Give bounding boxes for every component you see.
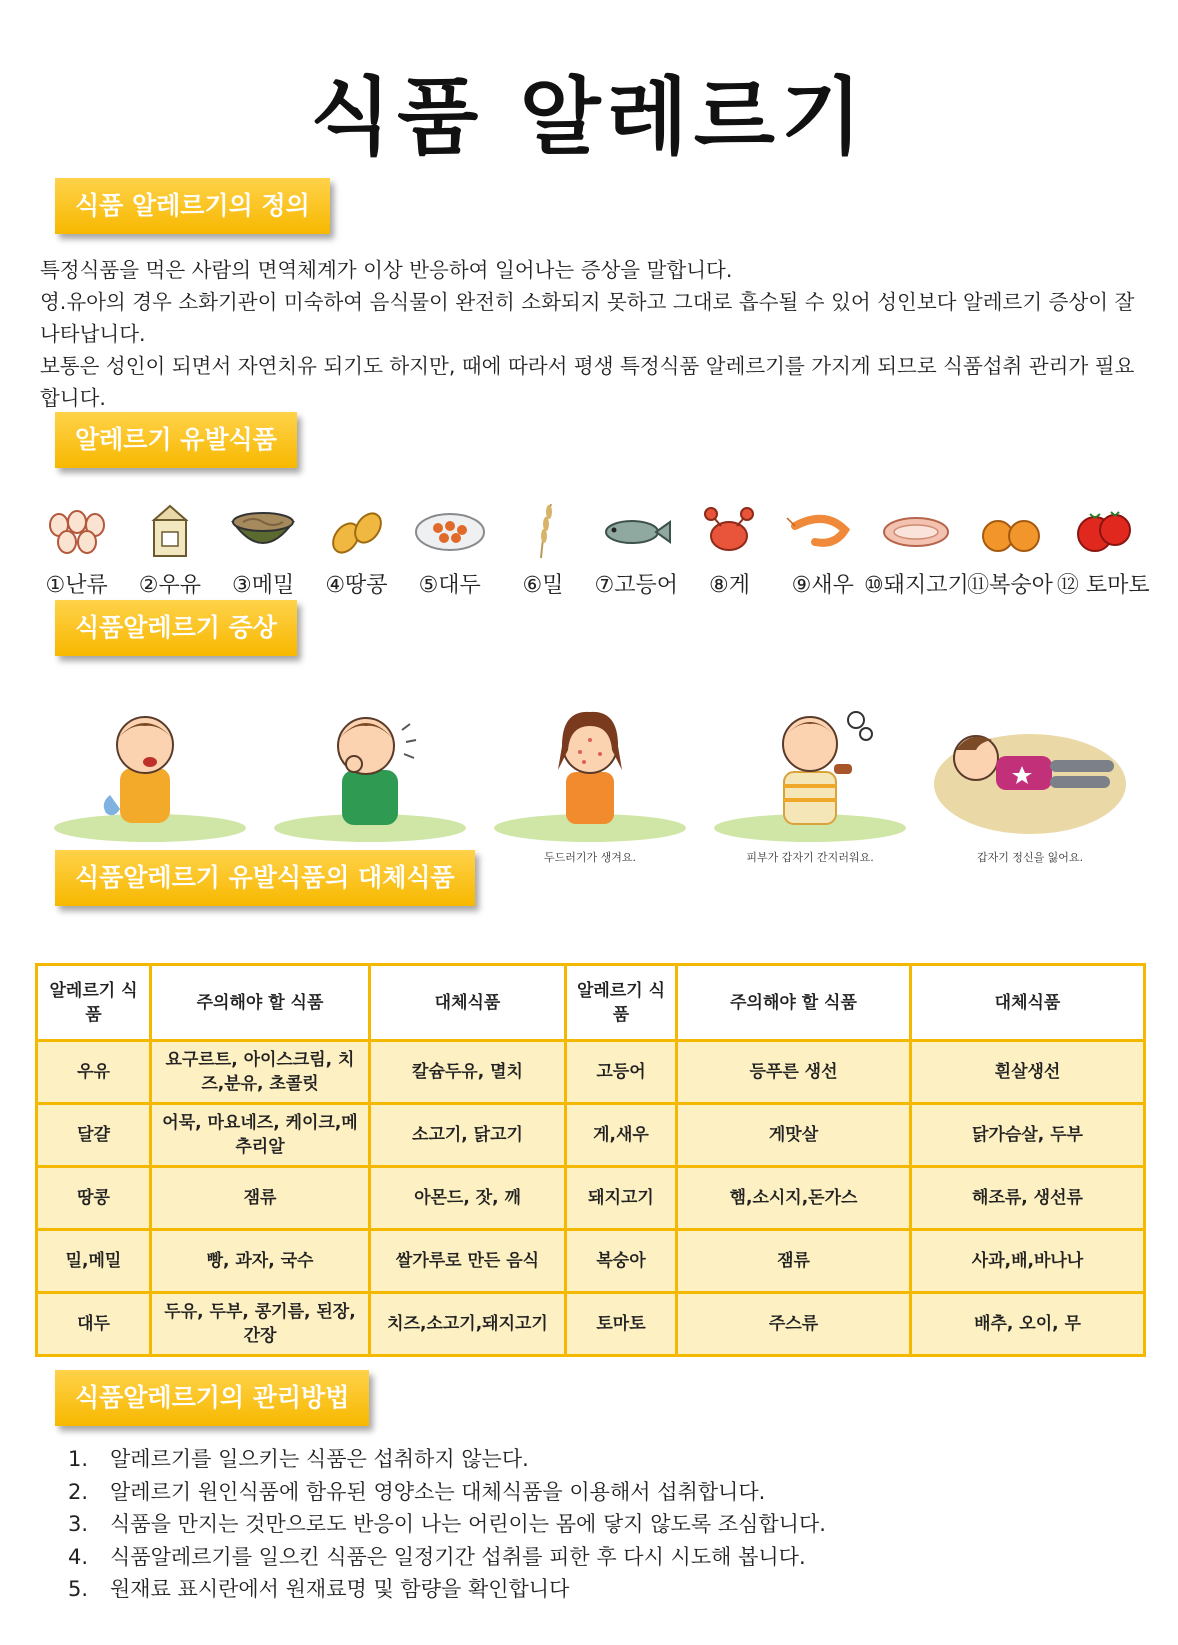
table-cell: 달걀 (37, 1104, 151, 1167)
table-cell: 잼류 (677, 1230, 911, 1293)
food-item (217, 500, 310, 605)
table-cell: 소고기, 닭고기 (370, 1104, 566, 1167)
eggs-icon (39, 500, 115, 560)
table-cell: 치즈,소고기,돼지고기 (370, 1293, 566, 1356)
list-number: 4. (68, 1544, 89, 1569)
column-header: 대체식품 (911, 965, 1145, 1041)
definition-text (40, 254, 1138, 414)
food-label: ⑩돼지고기 (864, 573, 969, 598)
table-cell: 대두 (37, 1293, 151, 1356)
symptom-item (490, 700, 690, 875)
list-text: 식품알레르기를 일으킨 식품은 일정기간 섭취를 피한 후 다시 시도해 봅니다. (110, 1544, 806, 1569)
table-row (37, 1104, 1145, 1167)
table-cell: 사과,배,바나나 (911, 1230, 1145, 1293)
table-cell: 밀,메밀 (37, 1230, 151, 1293)
definition-paragraph: 보통은 성인이 되면서 자연치유 되기도 하지만, 때에 따라서 평생 특정식품 알레르기를 가지게 되므로 식품섭취 관리가 필요합니다. (40, 354, 1135, 410)
management-list (68, 1443, 1128, 1606)
symptom-item (930, 700, 1130, 875)
list-number: 3. (68, 1512, 89, 1536)
table-cell: 두유, 두부, 콩기름, 된장, 간장 (151, 1293, 370, 1356)
trigger-food-list (30, 500, 1150, 605)
food-item (496, 500, 589, 605)
table-cell: 등푸른 생선 (677, 1041, 911, 1104)
food-item (776, 500, 869, 605)
list-text: 알레르기를 일으키는 식품은 섭취하지 않는다. (110, 1447, 529, 1471)
list-item (68, 1476, 1128, 1509)
page-title: 식품 알레르기 (309, 68, 869, 166)
table-cell: 햄,소시지,돈가스 (677, 1167, 911, 1230)
list-text: 원재료 표시란에서 원재료명 및 함량을 확인합니다 (110, 1577, 570, 1601)
hives-child-icon (490, 700, 690, 845)
table-row (37, 1293, 1145, 1356)
food-label: ①난류 (45, 573, 108, 598)
food-item (310, 500, 403, 605)
pork-icon (878, 500, 954, 560)
column-header: 대체식품 (370, 965, 566, 1041)
table-cell: 요구르트, 아이스크림, 치즈,분유, 초콜릿 (151, 1041, 370, 1104)
list-item (68, 1541, 1128, 1574)
food-label: ⑤대두 (418, 573, 481, 598)
symptom-list (50, 700, 1130, 875)
list-text: 식품을 만지는 것만으로도 반응이 나는 어린이는 몸에 닿지 않도록 조심합니다. (110, 1512, 826, 1536)
column-header: 주의해야 할 식품 (151, 965, 370, 1041)
food-item (123, 500, 216, 605)
mackerel-icon (598, 500, 674, 560)
table-cell: 우유 (37, 1041, 151, 1104)
table-cell: 토마토 (566, 1293, 677, 1356)
symptom-item (50, 700, 250, 875)
buckwheat-noodle-icon (225, 500, 301, 560)
table-cell: 잼류 (151, 1167, 370, 1230)
coughing-child-icon (270, 700, 470, 845)
shrimp-icon (785, 500, 861, 560)
list-number: 1. (68, 1447, 89, 1471)
table-row (37, 1230, 1145, 1293)
list-item (68, 1443, 1128, 1476)
table-cell: 쌀가루로 만든 음식 (370, 1230, 566, 1293)
table-cell: 돼지고기 (566, 1167, 677, 1230)
food-item (403, 500, 496, 605)
list-item (68, 1508, 1128, 1541)
table-cell: 고등어 (566, 1041, 677, 1104)
table-cell: 게,새우 (566, 1104, 677, 1167)
vomiting-child-icon (50, 700, 250, 845)
table-cell: 빵, 과자, 국수 (151, 1230, 370, 1293)
food-label: ⑧게 (709, 573, 750, 598)
crab-icon (691, 500, 767, 560)
symptom-caption: 피부가 갑자기 간지러워요. (746, 851, 874, 864)
symptom-item (710, 700, 910, 875)
table-cell: 어묵, 마요네즈, 케이크,메추리알 (151, 1104, 370, 1167)
fainted-child-icon (930, 700, 1130, 845)
food-label: ③메밀 (232, 573, 295, 598)
section-label-symptoms: 식품알레르기 증상 (55, 600, 297, 656)
table-row (37, 1041, 1145, 1104)
column-header: 알레르기 식품 (566, 965, 677, 1041)
table-cell: 해조류, 생선류 (911, 1167, 1145, 1230)
table-cell: 복숭아 (566, 1230, 677, 1293)
definition-paragraph: 영.유아의 경우 소화기관이 미숙하여 음식물이 완전히 소화되지 못하고 그대로 흡수될 수 있어 성인보다 알레르기 증상이 잘 나타납니다. (40, 290, 1135, 346)
table-cell: 칼슘두유, 멸치 (370, 1041, 566, 1104)
food-label: ⑥밀 (522, 573, 564, 598)
food-label: ⑫ 토마토 (1056, 573, 1150, 598)
milk-carton-icon (132, 500, 208, 560)
food-label: ②우유 (138, 573, 202, 598)
food-item (30, 500, 123, 605)
table-cell: 땅콩 (37, 1167, 151, 1230)
table-cell: 주스류 (677, 1293, 911, 1356)
wheat-icon (505, 500, 581, 560)
food-item (590, 500, 683, 605)
food-label: ④땅콩 (325, 573, 388, 598)
food-label: ⑪복숭아 (967, 573, 1053, 598)
column-header: 주의해야 할 식품 (677, 965, 911, 1041)
section-label-definition: 식품 알레르기의 정의 (55, 178, 330, 234)
table-cell: 닭가슴살, 두부 (911, 1104, 1145, 1167)
symptom-caption: 갑자기 정신을 잃어요. (976, 851, 1084, 864)
substitute-table (35, 963, 1146, 1357)
soybean-icon (412, 500, 488, 560)
section-label-substitutes: 식품알레르기 유발식품의 대체식품 (55, 850, 475, 906)
column-header: 알레르기 식품 (37, 965, 151, 1041)
table-cell: 배추, 오이, 무 (911, 1293, 1145, 1356)
list-text: 알레르기 원인식품에 함유된 영양소는 대체식품을 이용해서 섭취합니다. (110, 1479, 766, 1504)
peanut-icon (318, 500, 394, 560)
tomato-icon (1065, 500, 1141, 560)
itchy-child-icon (710, 700, 910, 845)
food-item (1057, 500, 1150, 605)
table-header-row (37, 965, 1145, 1041)
table-cell: 게맛살 (677, 1104, 911, 1167)
list-number: 5. (68, 1577, 89, 1601)
symptom-caption: 두드러기가 생겨요. (543, 851, 636, 864)
food-item (963, 500, 1056, 605)
food-label: ⑨새우 (791, 573, 854, 598)
food-item (864, 500, 969, 605)
food-item (683, 500, 776, 605)
symptom-item (270, 700, 470, 875)
section-label-trigger-foods: 알레르기 유발식품 (55, 412, 297, 468)
table-row (37, 1167, 1145, 1230)
list-number: 2. (68, 1479, 89, 1504)
list-item (68, 1573, 1128, 1606)
table-cell: 흰살생선 (911, 1041, 1145, 1104)
table-cell: 아몬드, 잣, 깨 (370, 1167, 566, 1230)
food-label: ⑦고등어 (594, 573, 678, 598)
definition-paragraph: 특정식품을 먹은 사람의 면역체계가 이상 반응하여 일어나는 증상을 말합니다. (40, 258, 733, 282)
peach-icon (972, 500, 1048, 560)
section-label-management: 식품알레르기의 관리방법 (55, 1370, 369, 1426)
